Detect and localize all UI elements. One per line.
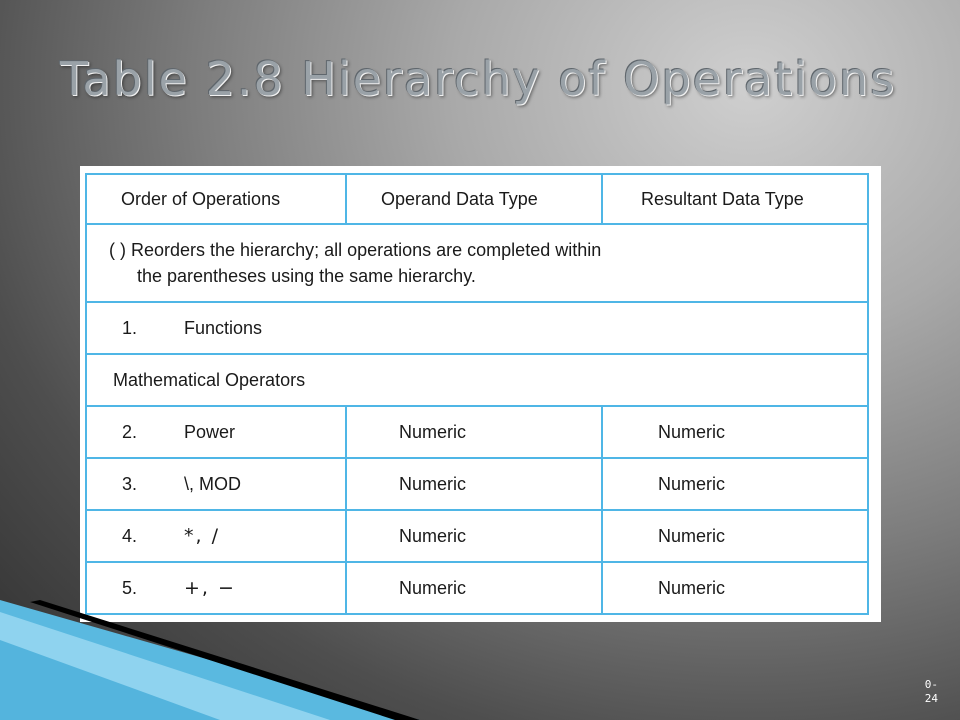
slide-number-line-2: 24 bbox=[924, 692, 938, 705]
operator-cell bbox=[86, 406, 346, 458]
operator-cell bbox=[86, 510, 346, 562]
operator-label: Power bbox=[184, 421, 236, 442]
row-number: 2. bbox=[122, 421, 138, 442]
header-order: Order of Operations bbox=[86, 174, 346, 224]
header-operand: Operand Data Type bbox=[346, 174, 602, 224]
row-number: 5. bbox=[122, 578, 138, 598]
operand-cell: Numeric bbox=[346, 458, 602, 510]
operator-label: +, − bbox=[184, 577, 236, 599]
functions-label: Functions bbox=[184, 317, 263, 338]
operator-label: *, / bbox=[184, 525, 220, 547]
functions-row bbox=[86, 302, 868, 354]
header-row bbox=[86, 174, 868, 224]
header-result: Resultant Data Type bbox=[602, 174, 868, 224]
table-panel bbox=[80, 166, 881, 622]
table-row bbox=[86, 406, 868, 458]
result-cell: Numeric bbox=[602, 510, 868, 562]
note-line-1: ( ) Reorders the hierarchy; all operations are completed within bbox=[109, 240, 602, 260]
slide-number-line-1: 0- bbox=[924, 678, 938, 691]
result-cell: Numeric bbox=[602, 562, 868, 614]
operand-cell: Numeric bbox=[346, 406, 602, 458]
operand-cell: Numeric bbox=[346, 510, 602, 562]
hierarchy-table bbox=[85, 173, 869, 615]
slide-number bbox=[925, 678, 938, 706]
parentheses-note-row bbox=[86, 224, 868, 302]
stripe-mid bbox=[0, 640, 220, 720]
parentheses-note bbox=[86, 224, 868, 302]
row-number: 1. bbox=[122, 317, 138, 338]
section-label: Mathematical Operators bbox=[86, 354, 868, 406]
result-cell: Numeric bbox=[602, 406, 868, 458]
slide-title: Table 2.8 Hierarchy of Operations bbox=[60, 52, 897, 106]
table-row bbox=[86, 458, 868, 510]
row-number: 3. bbox=[122, 473, 138, 494]
operator-label: \, MOD bbox=[184, 473, 241, 494]
operator-cell bbox=[86, 562, 346, 614]
table-row bbox=[86, 562, 868, 614]
operand-cell: Numeric bbox=[346, 562, 602, 614]
functions-cell bbox=[86, 302, 868, 354]
stripe-light bbox=[0, 612, 330, 720]
result-cell: Numeric bbox=[602, 458, 868, 510]
operator-cell bbox=[86, 458, 346, 510]
row-number: 4. bbox=[122, 526, 138, 546]
table-row bbox=[86, 510, 868, 562]
note-line-2: the parentheses using the same hierarchy. bbox=[137, 266, 476, 286]
section-row bbox=[86, 354, 868, 406]
